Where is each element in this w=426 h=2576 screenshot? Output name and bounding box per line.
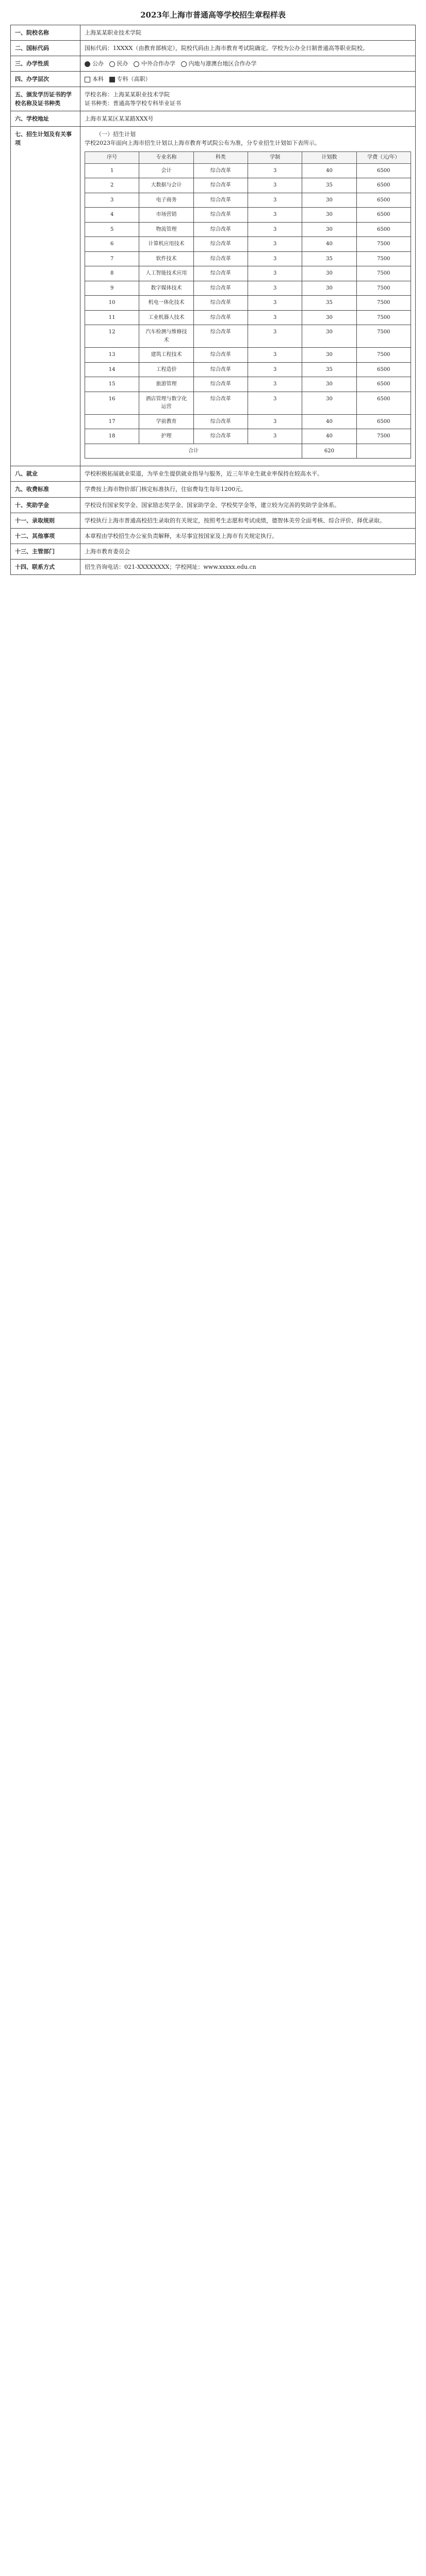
row-nature <box>11 56 416 72</box>
plan-cell: 综合改革 <box>193 266 248 281</box>
value-level <box>80 72 416 87</box>
section-text: 学校执行上海市普通高校招生录取的有关规定，按照考生志愿和考试成绩，德智体美劳全面考核、综合评价、择优录取。 <box>80 513 416 528</box>
option-private: 民办 <box>117 60 128 67</box>
radio-icon <box>85 61 90 67</box>
page-title: 2023年上海市普通高等学校招生章程样表 <box>140 10 286 20</box>
section-row <box>11 482 416 497</box>
plan-cell: 物流管理 <box>139 222 193 237</box>
table-row <box>85 222 411 237</box>
plan-cell: 汽车检测与维修技术 <box>139 325 193 348</box>
label-code: 二、国标代码 <box>11 41 80 56</box>
plan-cell: 综合改革 <box>193 310 248 325</box>
plan-cell: 综合改革 <box>193 222 248 237</box>
plan-cell: 6500 <box>356 222 411 237</box>
section-row <box>11 544 416 559</box>
charter-table <box>10 25 416 575</box>
checkbox-icon <box>85 77 90 82</box>
section-row <box>11 559 416 574</box>
option-joint: 中外合作办学 <box>141 60 175 67</box>
option-bachelor: 本科 <box>92 76 104 83</box>
plan-cell: 3 <box>248 193 302 208</box>
plan-cell: 7500 <box>356 266 411 281</box>
plan-total-label: 合计 <box>85 444 302 459</box>
row-code <box>11 41 416 56</box>
plan-cell: 3 <box>248 310 302 325</box>
plan-cell: 综合改革 <box>193 392 248 414</box>
plan-cell: 3 <box>248 362 302 377</box>
section-label: 八、就业 <box>11 466 80 482</box>
plan-cell: 电子商务 <box>139 193 193 208</box>
diploma-school-value: 上海某某职业技术学院 <box>113 91 170 98</box>
plan-cell: 5 <box>85 222 139 237</box>
plan-cell: 学前教育 <box>139 414 193 429</box>
plan-cell: 35 <box>302 178 356 193</box>
plan-cell: 30 <box>302 392 356 414</box>
plan-cell: 6500 <box>356 414 411 429</box>
section-text: 学校积极拓展就业渠道，为毕业生提供就业指导与服务，近三年毕业生就业率保持在较高水平。 <box>80 466 416 482</box>
plan-cell: 3 <box>248 348 302 363</box>
diploma-type-value: 普通高等学校专科毕业证书 <box>113 100 181 107</box>
plan-cell: 3 <box>248 237 302 252</box>
value-admission <box>80 127 416 466</box>
plan-cell: 大数据与会计 <box>139 178 193 193</box>
plan-cell: 6500 <box>356 392 411 414</box>
option-public: 公办 <box>92 60 104 67</box>
plan-cell: 30 <box>302 281 356 296</box>
table-row <box>85 193 411 208</box>
plan-cell: 6500 <box>356 377 411 392</box>
section-row <box>11 513 416 528</box>
option-college: 专科（高职） <box>117 76 151 83</box>
plan-cell: 11 <box>85 310 139 325</box>
section-label: 九、收费标准 <box>11 482 80 497</box>
plan-cell: 综合改革 <box>193 178 248 193</box>
plan-cell: 计算机应用技术 <box>139 237 193 252</box>
plan-cell: 酒店管理与数字化运营 <box>139 392 193 414</box>
plan-cell: 工程造价 <box>139 362 193 377</box>
plan-cell: 3 <box>248 281 302 296</box>
plan-cell: 综合改革 <box>193 296 248 311</box>
plan-table <box>85 151 411 459</box>
plan-cell: 4 <box>85 208 139 223</box>
plan-header-cell: 计划数 <box>302 152 356 164</box>
row-admission <box>11 127 416 466</box>
plan-cell: 30 <box>302 377 356 392</box>
value-code: 国标代码：1XXXX（由教育部核定），院校代码由上海市教育考试院确定。学校为公办全日制普通高等职业院校。 <box>80 41 416 56</box>
diploma-type-label: 证书种类 <box>85 100 107 107</box>
plan-header-cell: 学费（元/年） <box>356 152 411 164</box>
table-row <box>85 251 411 266</box>
plan-cell: 综合改革 <box>193 163 248 178</box>
plan-cell: 8 <box>85 266 139 281</box>
plan-cell: 3 <box>248 429 302 444</box>
row-level <box>11 72 416 87</box>
plan-cell: 35 <box>302 296 356 311</box>
option-hkmt: 内地与港澳台地区合作办学 <box>188 60 257 67</box>
plan-cell: 7500 <box>356 251 411 266</box>
label-level: 四、办学层次 <box>11 72 80 87</box>
plan-cell: 12 <box>85 325 139 348</box>
section-label: 十二、其他事项 <box>11 528 80 544</box>
plan-cell: 3 <box>248 377 302 392</box>
plan-cell: 综合改革 <box>193 362 248 377</box>
table-row <box>85 310 411 325</box>
table-row <box>85 414 411 429</box>
plan-cell: 13 <box>85 348 139 363</box>
plan-cell: 7500 <box>356 348 411 363</box>
section-text: 学费按上海市物价部门核定标准执行，住宿费每生每年1200元。 <box>80 482 416 497</box>
plan-total-value: 620 <box>302 444 356 459</box>
section-text: 上海市教育委员会 <box>80 544 416 559</box>
plan-cell: 3 <box>248 178 302 193</box>
value-nature <box>80 56 416 72</box>
plan-cell: 会计 <box>139 163 193 178</box>
table-row <box>85 208 411 223</box>
row-diploma <box>11 87 416 111</box>
plan-cell: 3 <box>248 208 302 223</box>
radio-icon <box>134 61 139 67</box>
plan-cell: 7500 <box>356 281 411 296</box>
section-text: 学校设有国家奖学金、国家励志奖学金、国家助学金、学校奖学金等，建立较为完善的奖助学金体系。 <box>80 497 416 513</box>
plan-cell: 6500 <box>356 208 411 223</box>
plan-cell: 6 <box>85 237 139 252</box>
label-admission: 七、招生计划及有关事项 <box>11 127 80 466</box>
plan-cell: 7500 <box>356 310 411 325</box>
plan-cell: 综合改革 <box>193 237 248 252</box>
plan-cell: 1 <box>85 163 139 178</box>
plan-cell: 40 <box>302 163 356 178</box>
plan-cell: 综合改革 <box>193 348 248 363</box>
plan-header-cell: 学制 <box>248 152 302 164</box>
plan-cell: 综合改革 <box>193 377 248 392</box>
plan-cell: 30 <box>302 348 356 363</box>
plan-cell: 3 <box>248 222 302 237</box>
plan-cell: 3 <box>248 325 302 348</box>
plan-header-cell: 序号 <box>85 152 139 164</box>
plan-cell: 旅游管理 <box>139 377 193 392</box>
plan-cell: 17 <box>85 414 139 429</box>
section-label: 十、奖助学金 <box>11 497 80 513</box>
diploma-school: 学校名称：上海某某职业技术学院 <box>85 91 170 98</box>
plan-cell: 2 <box>85 178 139 193</box>
table-row <box>85 348 411 363</box>
plan-cell: 市场营销 <box>139 208 193 223</box>
plan-cell: 3 <box>248 392 302 414</box>
table-row <box>85 178 411 193</box>
section-row <box>11 528 416 544</box>
section-label: 十一、录取规则 <box>11 513 80 528</box>
plan-cell: 人工智能技术应用 <box>139 266 193 281</box>
plan-cell: 30 <box>302 325 356 348</box>
value-address: 上海市某某区某某路XXX号 <box>80 111 416 127</box>
plan-cell: 15 <box>85 377 139 392</box>
plan-cell: 35 <box>302 362 356 377</box>
admission-intro: （一）招生计划 学校2023年面向上海市招生计划以上海市教育考试院公布为准，分专业招生计划如下表所示。 <box>85 131 320 147</box>
table-row <box>85 429 411 444</box>
plan-cell: 软件技术 <box>139 251 193 266</box>
radio-icon <box>181 61 187 67</box>
plan-total-empty <box>356 444 411 459</box>
plan-cell: 6500 <box>356 362 411 377</box>
plan-cell: 综合改革 <box>193 193 248 208</box>
table-row <box>85 163 411 178</box>
plan-cell: 3 <box>248 251 302 266</box>
plan-cell: 40 <box>302 237 356 252</box>
section-text: 招生咨询电话：021-XXXXXXXX；学校网址：www.xxxxx.edu.cn <box>80 559 416 574</box>
plan-cell: 7500 <box>356 429 411 444</box>
table-row <box>85 266 411 281</box>
value-diploma <box>80 87 416 111</box>
label-diploma: 五、颁发学历证书的学校名称及证书种类 <box>11 87 80 111</box>
plan-cell: 14 <box>85 362 139 377</box>
plan-cell: 综合改革 <box>193 325 248 348</box>
diploma-type: 证书种类：普通高等学校专科毕业证书 <box>85 100 181 107</box>
plan-cell: 40 <box>302 414 356 429</box>
plan-cell: 16 <box>85 392 139 414</box>
checkbox-icon <box>109 77 115 82</box>
plan-cell: 10 <box>85 296 139 311</box>
plan-cell: 30 <box>302 208 356 223</box>
section-text: 本章程由学校招生办公室负责解释，未尽事宜按国家及上海市有关规定执行。 <box>80 528 416 544</box>
section-row <box>11 466 416 482</box>
plan-header-cell: 专业名称 <box>139 152 193 164</box>
plan-cell: 7500 <box>356 325 411 348</box>
plan-cell: 综合改革 <box>193 208 248 223</box>
plan-cell: 18 <box>85 429 139 444</box>
plan-cell: 9 <box>85 281 139 296</box>
table-row <box>85 296 411 311</box>
plan-cell: 7500 <box>356 237 411 252</box>
plan-cell: 机电一体化技术 <box>139 296 193 311</box>
plan-cell: 3 <box>85 193 139 208</box>
plan-cell: 3 <box>248 414 302 429</box>
diploma-school-label: 学校名称 <box>85 91 107 98</box>
plan-cell: 3 <box>248 296 302 311</box>
table-row <box>85 377 411 392</box>
plan-cell: 30 <box>302 193 356 208</box>
label-address: 六、学校地址 <box>11 111 80 127</box>
plan-cell: 40 <box>302 429 356 444</box>
table-row <box>85 325 411 348</box>
plan-cell: 3 <box>248 163 302 178</box>
label-name: 一、院校名称 <box>11 25 80 41</box>
value-name: 上海某某职业技术学院 <box>80 25 416 41</box>
section-label: 十三、主管部门 <box>11 544 80 559</box>
plan-cell: 综合改革 <box>193 251 248 266</box>
plan-cell: 6500 <box>356 193 411 208</box>
plan-cell: 30 <box>302 266 356 281</box>
plan-cell: 35 <box>302 251 356 266</box>
table-row <box>85 392 411 414</box>
plan-cell: 数字媒体技术 <box>139 281 193 296</box>
table-row <box>85 281 411 296</box>
section-label: 十四、联系方式 <box>11 559 80 574</box>
row-address <box>11 111 416 127</box>
plan-header-cell: 科类 <box>193 152 248 164</box>
plan-cell: 建筑工程技术 <box>139 348 193 363</box>
plan-cell: 7 <box>85 251 139 266</box>
plan-cell: 护理 <box>139 429 193 444</box>
plan-cell: 6500 <box>356 163 411 178</box>
table-row <box>85 237 411 252</box>
plan-total-row <box>85 444 411 459</box>
row-name <box>11 25 416 41</box>
label-nature: 三、办学性质 <box>11 56 80 72</box>
plan-cell: 综合改革 <box>193 414 248 429</box>
radio-icon <box>109 61 115 67</box>
plan-cell: 6500 <box>356 178 411 193</box>
plan-cell: 工业机器人技术 <box>139 310 193 325</box>
section-row <box>11 497 416 513</box>
plan-cell: 综合改革 <box>193 281 248 296</box>
table-row <box>85 362 411 377</box>
plan-cell: 30 <box>302 310 356 325</box>
plan-cell: 3 <box>248 266 302 281</box>
plan-cell: 30 <box>302 222 356 237</box>
plan-cell: 7500 <box>356 296 411 311</box>
plan-cell: 综合改革 <box>193 429 248 444</box>
